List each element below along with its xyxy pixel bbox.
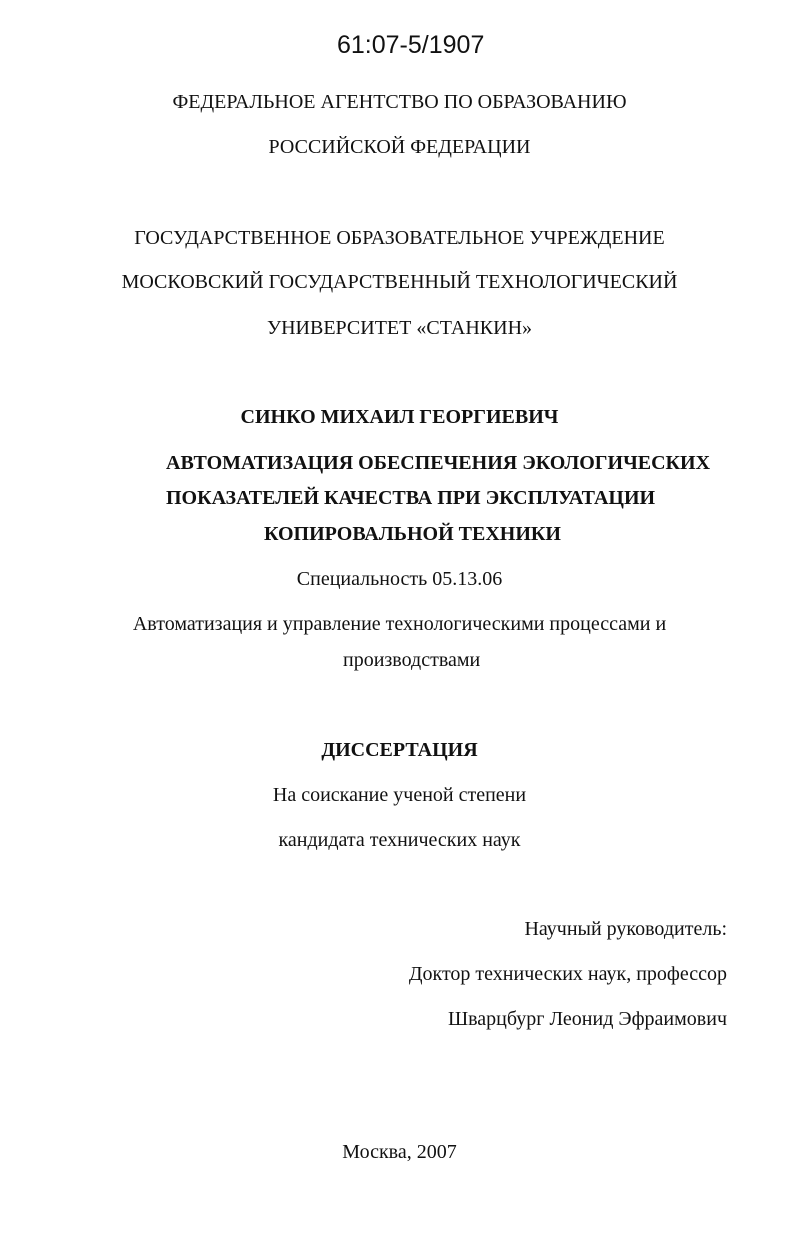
thesis-title-line-2: ПОКАЗАТЕЛЕЙ КАЧЕСТВА ПРИ ЭКСПЛУАТАЦИИ (166, 487, 656, 509)
author-name: СИНКО МИХАИЛ ГЕОРГИЕВИЧ (240, 406, 559, 428)
institution-line-2: МОСКОВСКИЙ ГОСУДАРСТВЕННЫЙ ТЕХНОЛОГИЧЕСКИЙ (121, 271, 678, 293)
supervisor-label: Научный руководитель: (524, 918, 727, 940)
place-and-year: Москва, 2007 (342, 1141, 457, 1163)
institution-line-3: УНИВЕРСИТЕТ «СТАНКИН» (266, 317, 533, 339)
specialty-code: Специальность 05.13.06 (296, 568, 503, 590)
thesis-title-line-3: КОПИРОВАЛЬНОЙ ТЕХНИКИ (264, 523, 561, 545)
institution-line-1: ГОСУДАРСТВЕННОЕ ОБРАЗОВАТЕЛЬНОЕ УЧРЕЖДЕНИЕ (134, 227, 665, 249)
agency-line-1: ФЕДЕРАЛЬНОЕ АГЕНТСТВО ПО ОБРАЗОВАНИЮ (172, 91, 627, 113)
degree-line-1: На соискание ученой степени (272, 784, 527, 806)
specialty-name-line-2: производствами (343, 649, 481, 671)
supervisor-rank: Доктор технических наук, профессор (408, 963, 727, 985)
archive-stamp: 61:07-5/1907 (337, 31, 485, 59)
degree-line-2: кандидата технических наук (278, 829, 521, 851)
thesis-title-line-1: АВТОМАТИЗАЦИЯ ОБЕСПЕЧЕНИЯ ЭКОЛОГИЧЕСКИХ (166, 452, 711, 474)
supervisor-name: Шварцбург Леонид Эфраимович (447, 1008, 727, 1030)
work-type-heading: ДИССЕРТАЦИЯ (321, 739, 478, 761)
specialty-name-line-1: Автоматизация и управление технологическими процессами и (132, 613, 667, 635)
agency-line-2: РОССИЙСКОЙ ФЕДЕРАЦИИ (268, 136, 531, 158)
